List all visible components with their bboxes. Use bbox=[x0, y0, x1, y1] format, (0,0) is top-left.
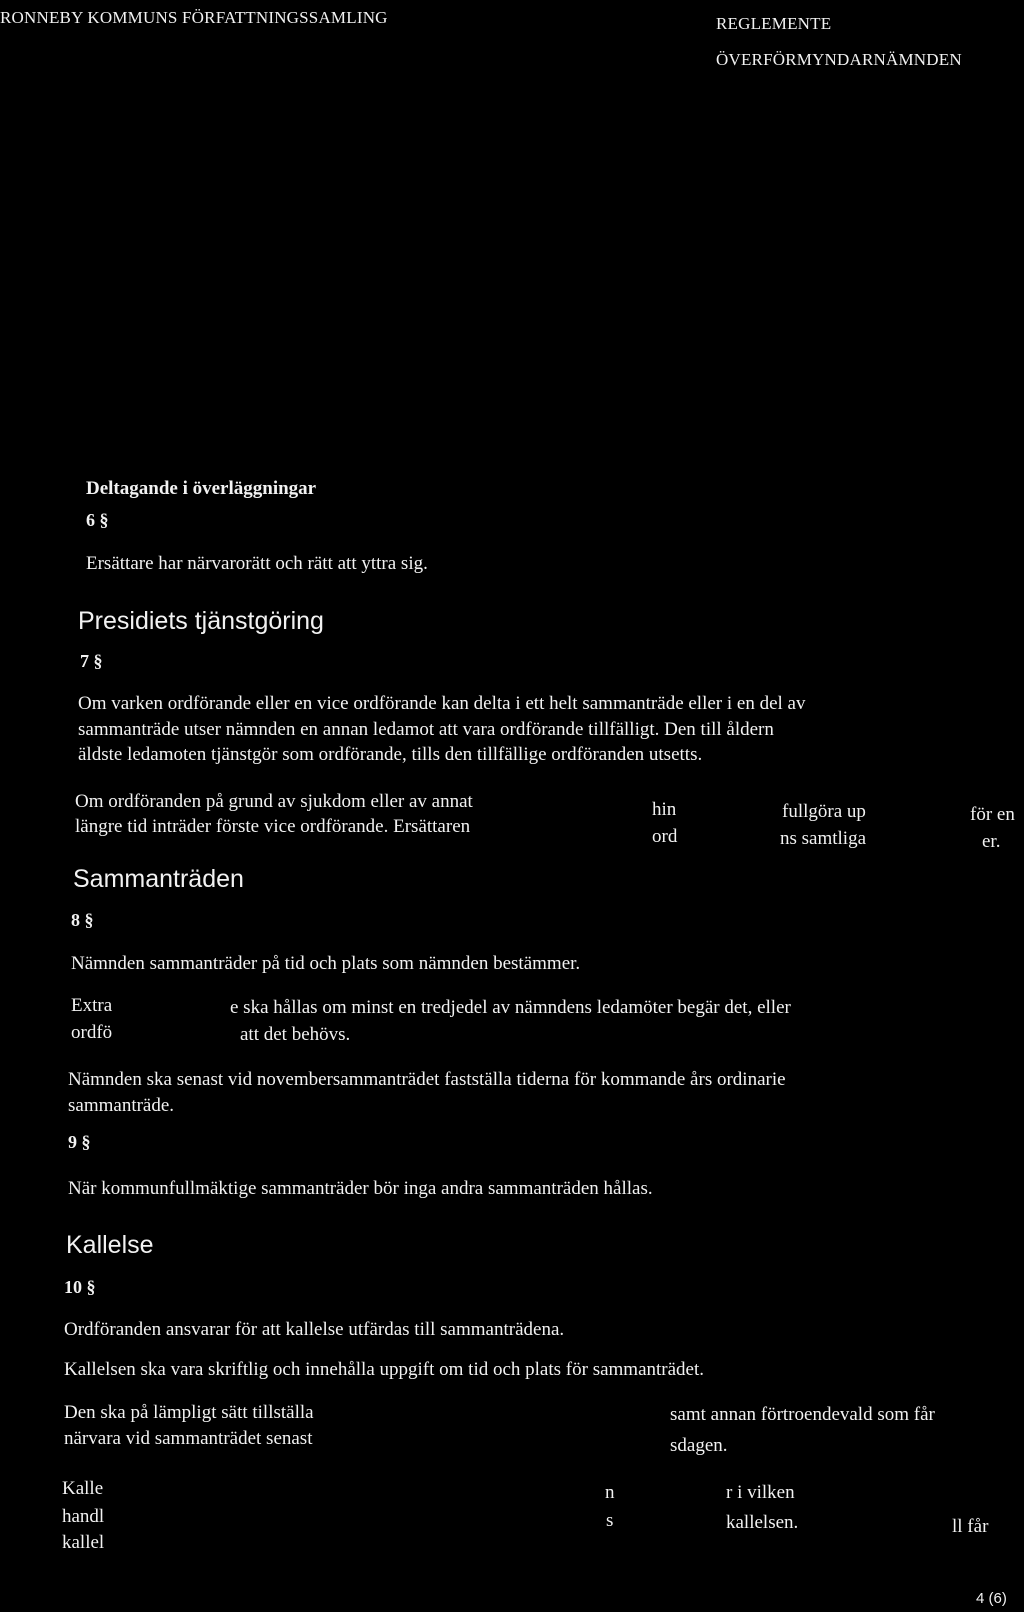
section-7-p2-line1d: för en bbox=[970, 804, 1015, 825]
paragraph-number-7: 7 § bbox=[80, 651, 103, 671]
section-8-p2-line2a: ordfö bbox=[71, 1022, 113, 1043]
section-8-p3-line2: sammanträde. bbox=[68, 1095, 175, 1116]
section-10-p4-line2c: kallelsen. bbox=[726, 1512, 799, 1533]
section-7-p1-line3: äldste ledamoten tjänstgör som ordförande, tills den tillfällige ordföranden utsetts. bbox=[78, 744, 703, 765]
paragraph-number-6: 6 § bbox=[86, 510, 109, 530]
section-7-p2-line1c: fullgöra up bbox=[782, 801, 866, 822]
section-10-p4-line2a: handl bbox=[62, 1506, 105, 1527]
section-8-p3-line1: Nämnden ska senast vid novembersammanträdet fastställa tiderna för kommande års ordinarie bbox=[68, 1069, 786, 1090]
section-10-p4-line1a: Kalle bbox=[62, 1478, 104, 1499]
section-8-p2-line1a: Extra bbox=[71, 995, 113, 1016]
section-8-p1: Nämnden sammanträder på tid och plats som nämnden bestämmer. bbox=[71, 953, 581, 974]
section-10-p4-line2b: s bbox=[606, 1510, 614, 1531]
header-municipality: RONNEBY KOMMUNS FÖRFATTNINGSSAMLING bbox=[0, 8, 388, 27]
heading-deltagande: Deltagande i överläggningar bbox=[86, 478, 317, 499]
section-6-text: Ersättare har närvarorätt och rätt att yttra sig. bbox=[86, 553, 428, 574]
section-7-p1-line2: sammanträde utser nämnden en annan ledamot att vara ordförande tillfälligt. Den till åldern bbox=[78, 719, 774, 740]
section-10-p4-line3a: kallel bbox=[62, 1532, 105, 1553]
section-7-p2-line1b: hin bbox=[652, 799, 677, 820]
header-committee: ÖVERFÖRMYNDARNÄMNDEN bbox=[716, 50, 962, 69]
section-10-p3-line1a: Den ska på lämpligt sätt tillställa bbox=[64, 1402, 314, 1423]
section-10-p3-line2a: närvara vid sammanträdet senast bbox=[64, 1428, 313, 1449]
paragraph-number-9: 9 § bbox=[68, 1132, 91, 1152]
section-10-p1: Ordföranden ansvarar för att kallelse utfärdas till sammanträdena. bbox=[64, 1319, 565, 1340]
section-7-p2-line2c: ns samtliga bbox=[780, 828, 867, 849]
section-10-p4-line2d: ll får bbox=[952, 1516, 989, 1537]
header-document-type: REGLEMENTE bbox=[716, 14, 832, 33]
section-10-p3-line2b: sdagen. bbox=[670, 1435, 728, 1456]
section-7-p2-line2d: er. bbox=[982, 831, 1001, 852]
section-10-p4-line1b: n bbox=[605, 1482, 615, 1503]
section-8-p2-line2b: att det behövs. bbox=[240, 1024, 351, 1045]
section-10-p4-line1c: r i vilken bbox=[726, 1482, 795, 1503]
paragraph-number-8: 8 § bbox=[71, 910, 94, 930]
section-7-p2-line2b: ord bbox=[652, 826, 678, 847]
page-number: 4 (6) bbox=[976, 1590, 1007, 1607]
section-7-p2-line2a: längre tid inträder förste vice ordförande. Ersättaren bbox=[75, 816, 471, 837]
section-8-p2-line1b: e ska hållas om minst en tredjedel av nämndens ledamöter begär det, eller bbox=[230, 997, 791, 1018]
paragraph-number-10: 10 § bbox=[64, 1277, 96, 1297]
heading-kallelse: Kallelse bbox=[66, 1231, 154, 1259]
section-10-p3-line1b: samt annan förtroendevald som får bbox=[670, 1404, 935, 1425]
heading-sammantraden: Sammanträden bbox=[73, 865, 244, 893]
section-7-p1-line1: Om varken ordförande eller en vice ordförande kan delta i ett helt sammanträde eller i en del av bbox=[78, 693, 806, 714]
section-10-p2: Kallelsen ska vara skriftlig och innehålla uppgift om tid och plats för sammanträdet. bbox=[64, 1359, 705, 1380]
section-9-text: När kommunfullmäktige sammanträder bör inga andra sammanträden hållas. bbox=[68, 1178, 653, 1199]
heading-presidiets-tjanstgoring: Presidiets tjänstgöring bbox=[78, 607, 324, 635]
section-7-p2-line1a: Om ordföranden på grund av sjukdom eller av annat bbox=[75, 791, 473, 812]
